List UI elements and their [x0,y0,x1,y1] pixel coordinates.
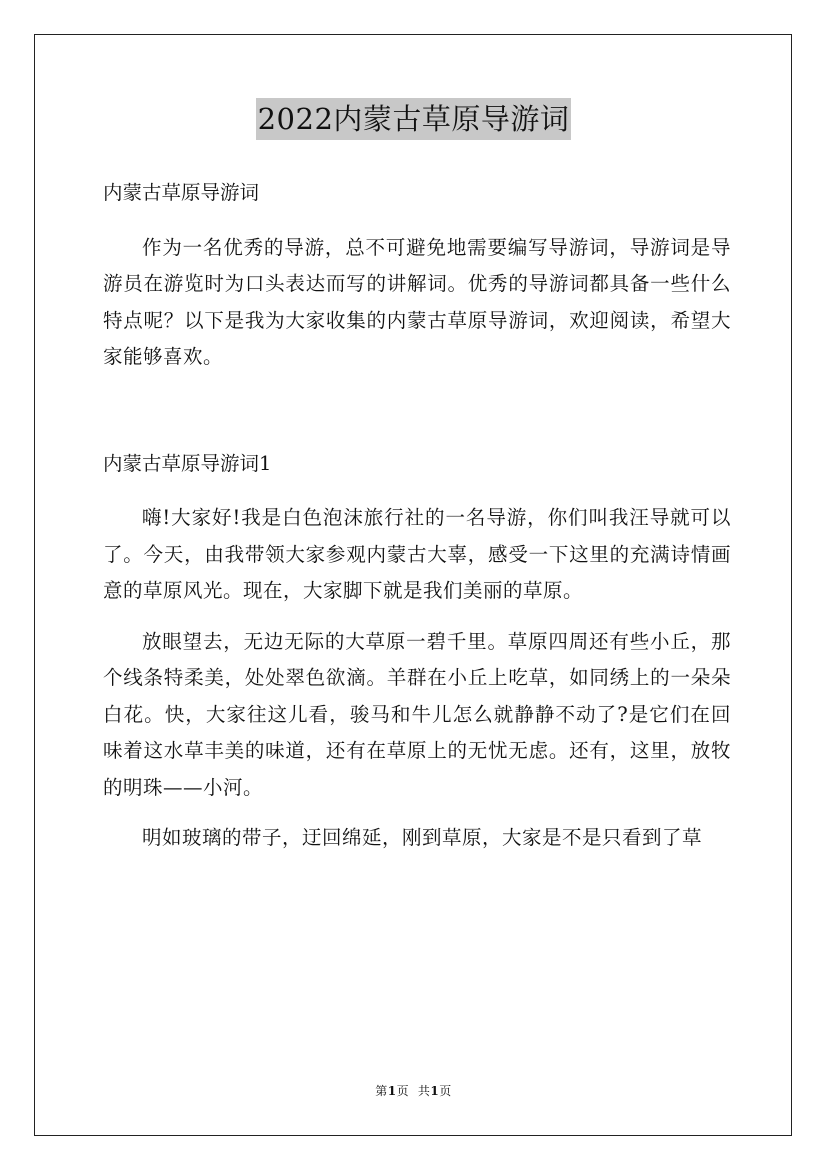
section1-heading: 内蒙古草原导游词1 [103,451,272,475]
section1-paragraph-1: 嗨!大家好!我是白色泡沫旅行社的一名导游，你们叫我汪导就可以了。今天，由我带领大家参观内蒙古大辜，感受一下这里的充满诗情画意的草原风光。现在，大家脚下就是我们美丽的草原。 [103,506,731,602]
document-title: 2022内蒙古草原导游词 [256,98,572,140]
spacer [103,482,731,500]
section1-paragraph-2: 放眼望去，无边无际的大草原一碧千里。草原四周还有些小丘，那个线条特柔美，处处翠色欲滴。羊群在小丘上吃草，如同绣上的一朵朵白花。快，大家往这儿看，骏马和牛儿怎么就静静不动了?是它们在回味着这水草丰美的味道，还有在草原上的无忧无虑。还有，这里，放牧的明珠——小河。 [103,629,731,799]
spacer [103,212,731,230]
title-wrap [0,98,827,140]
total-prefix: 共 [417,1084,431,1098]
spacer [103,806,731,820]
intro-heading: 内蒙古草原导游词 [103,181,260,204]
page-number: 1 [387,1084,397,1098]
page-suffix: 页 [396,1084,410,1098]
intro-paragraph: 作为一名优秀的导游，总不可避免地需要编写导游词，导游词是导游员在游览时为口头表达而写的讲解词。优秀的导游词都具备一些什么特点呢？以下是我为大家收集的内蒙古草原导游词，欢迎阅读，希望大家能够喜欢。 [103,235,731,368]
document-body [103,175,731,857]
spacer [103,376,731,446]
section1-paragraph-3: 明如玻璃的带子，迂回绵延，刚到草原，大家是不是只看到了草 [142,826,703,849]
page-prefix: 第 [375,1084,388,1098]
total-suffix: 页 [439,1084,452,1098]
spacer [103,610,731,624]
total-number: 1 [430,1084,440,1098]
page-footer [0,1082,827,1099]
